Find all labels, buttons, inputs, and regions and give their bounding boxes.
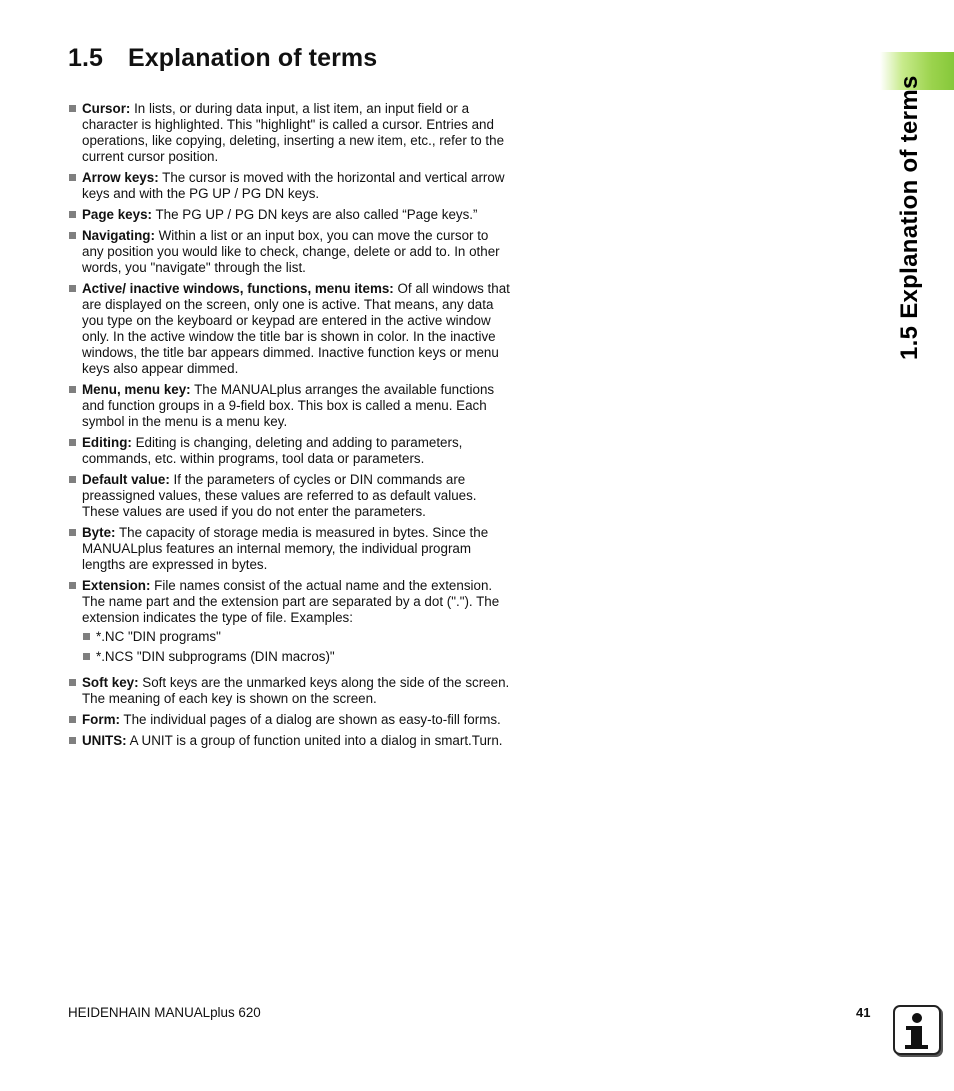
square-bullet-icon [69,232,76,239]
term-label: Editing: [82,435,132,450]
example-item [82,649,513,665]
term-definition: The individual pages of a dialog are shown as easy-to-fill forms. [119,712,501,727]
square-bullet-icon [69,386,76,393]
chapter-tab-label: 1.5 Explanation of terms [896,75,923,360]
list-item [68,733,513,749]
square-bullet-icon [69,285,76,292]
list-item [68,228,513,276]
term-label: Extension: [82,578,151,593]
square-bullet-icon [83,653,90,660]
footer-brand: HEIDENHAIN MANUALplus 620 [68,1005,261,1020]
square-bullet-icon [69,105,76,112]
term-label: Cursor: [82,101,131,116]
list-item [68,675,513,707]
info-icon [893,1005,941,1055]
section-title: Explanation of terms [128,44,378,72]
term-label: Menu, menu key: [82,382,191,397]
list-item [68,207,513,223]
section-number: 1.5 [68,44,104,72]
example-text: *.NC "DIN programs" [96,629,221,644]
square-bullet-icon [69,582,76,589]
list-item [68,712,513,728]
term-definition: If the parameters of cycles or DIN commands are preassigned values, these values are referred to as default values. These values are used if you do not enter the parameters. [82,472,477,519]
term-label: Soft key: [82,675,139,690]
square-bullet-icon [69,211,76,218]
list-item [68,435,513,467]
list-item [68,382,513,430]
term-definition: The PG UP / PG DN keys are also called “Page keys.” [151,207,478,222]
page-number: 41 [856,1005,871,1020]
term-label: Form: [82,712,120,727]
example-item [82,629,513,645]
list-item [68,101,513,165]
term-definition: File names consist of the actual name and the extension. The name part and the extension part are separated by a dot ("."). The extension indicates the type of file. Examples: [82,578,500,625]
list-item [68,578,513,626]
extension-examples [82,629,513,665]
list-item [68,472,513,520]
list-item [68,281,513,377]
term-label: Navigating: [82,228,155,243]
square-bullet-icon [69,476,76,483]
term-label: Active/ inactive windows, functions, menu items: [82,281,394,296]
square-bullet-icon [83,633,90,640]
term-definition: The capacity of storage media is measured in bytes. Since the MANUALplus features an internal memory, the individual program lengths are expressed in bytes. [82,525,489,572]
term-definition: A UNIT is a group of function united into a dialog in smart.Turn. [126,733,503,748]
term-label: Byte: [82,525,116,540]
page-title [68,44,377,73]
square-bullet-icon [69,716,76,723]
example-text: *.NCS "DIN subprograms (DIN macros)" [96,649,335,664]
square-bullet-icon [69,529,76,536]
term-definition: In lists, or during data input, a list item, an input field or a character is highlighted. This "highlight" is called a cursor. Entries and operations, like copying, deleting, inserting a new item, etc., refer to the current cursor position. [82,101,505,164]
terms-list [68,101,513,754]
square-bullet-icon [69,439,76,446]
list-item [68,170,513,202]
term-label: Default value: [82,472,170,487]
term-definition: The cursor is moved with the horizontal and vertical arrow keys and with the PG UP / PG DN keys. [82,170,505,201]
square-bullet-icon [69,174,76,181]
list-item [68,525,513,573]
term-label: Page keys: [82,207,152,222]
term-definition: Within a list or an input box, you can move the cursor to any position you would like to check, change, delete or add to. In other words, you "navigate" through the list. [82,228,500,275]
term-definition: Of all windows that are displayed on the screen, only one is active. That means, any data you type on the keyboard or keypad are entered in the active window only. In the active window the title bar is shown in color. In the inactive windows, the title bar appears dimmed. Inactive function keys or menu keys also appear dimmed. [82,281,510,376]
term-label: Arrow keys: [82,170,159,185]
term-definition: Editing is changing, deleting and adding to parameters, commands, etc. within programs, tool data or parameters. [82,435,463,466]
square-bullet-icon [69,737,76,744]
square-bullet-icon [69,679,76,686]
term-label: UNITS: [82,733,127,748]
term-definition: The MANUALplus arranges the available functions and function groups in a 9-field box. This box is called a menu. Each symbol in the menu is a menu key. [82,382,495,429]
term-definition: Soft keys are the unmarked keys along the side of the screen. The meaning of each key is shown on the screen. [82,675,510,706]
